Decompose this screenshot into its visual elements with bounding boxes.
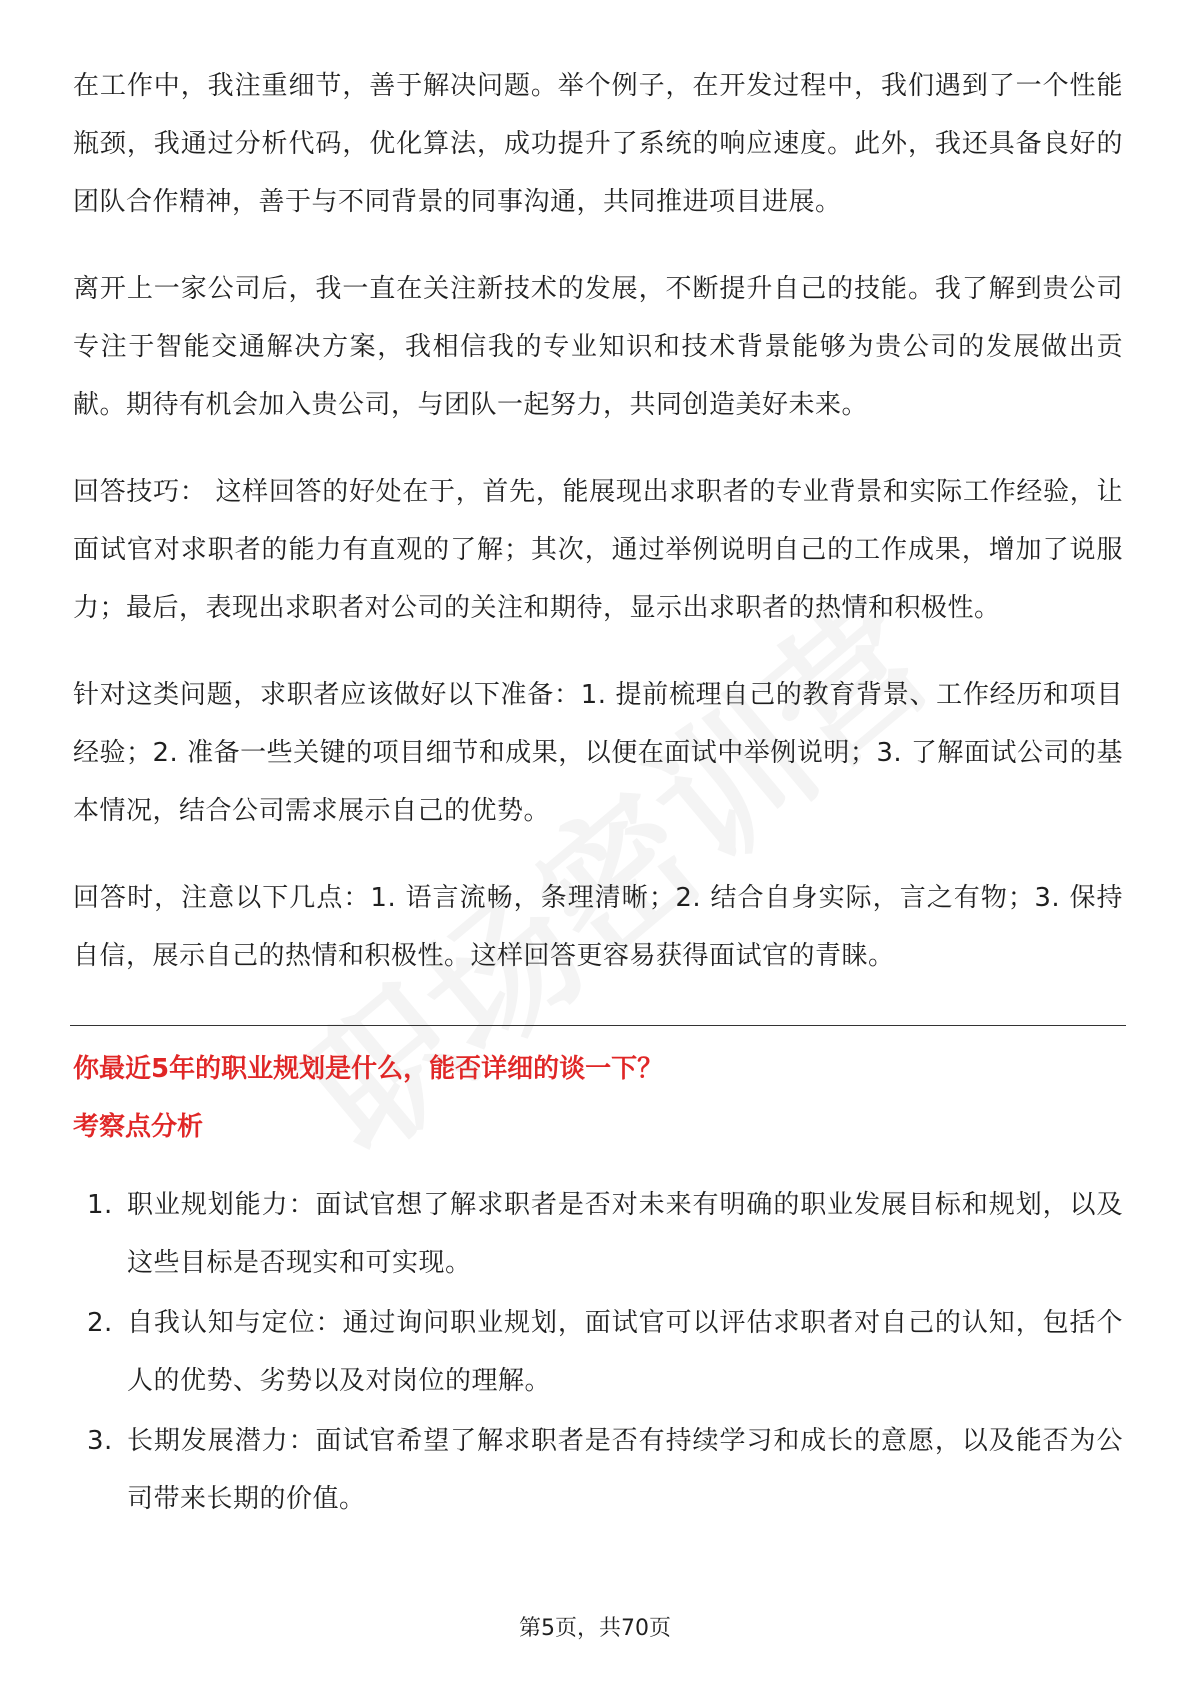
list-item	[73, 1294, 1123, 1410]
analysis-heading: 考察点分析	[73, 1112, 204, 1142]
interview-question: 你最近5年的职业规划是什么，能否详细的谈一下？	[73, 1054, 664, 1084]
list-item	[73, 1176, 1123, 1292]
list-item-text: 自我认知与定位：通过询问职业规划，面试官可以评估求职者对自己的认知，包括个人的优势、劣势以及对岗位的理解。	[127, 1308, 1123, 1396]
list-item	[73, 1412, 1123, 1528]
answer-tips-paragraph: 回答技巧： 这样回答的好处在于，首先，能展现出求职者的专业背景和实际工作经验，让面试官对求职者的能力有直观的了解；其次，通过举例说明自己的工作成果，增加了说服力；最后，表现出求职者对公司的关注和期待，显示出求职者的热情和积极性。	[73, 477, 1123, 623]
list-item-number: 1.	[87, 1190, 113, 1220]
section-divider	[70, 1025, 1126, 1026]
list-item-text: 职业规划能力：面试官想了解求职者是否对未来有明确的职业发展目标和规划，以及这些目标是否现实和可实现。	[127, 1190, 1123, 1278]
answer-notes-paragraph: 回答时，注意以下几点：1. 语言流畅，条理清晰；2. 结合自身实际，言之有物；3. 保持自信，展示自己的热情和积极性。这样回答更容易获得面试官的青睐。	[73, 883, 1123, 971]
body-paragraph-1: 在工作中，我注重细节，善于解决问题。举个例子，在开发过程中，我们遇到了一个性能瓶颈，我通过分析代码，优化算法，成功提升了系统的响应速度。此外，我还具备良好的团队合作精神，善于与不同背景的同事沟通，共同推进项目进展。	[73, 71, 1123, 217]
list-item-number: 3.	[87, 1426, 113, 1456]
preparation-paragraph: 针对这类问题，求职者应该做好以下准备：1. 提前梳理自己的教育背景、工作经历和项目经验；2. 准备一些关键的项目细节和成果，以便在面试中举例说明；3. 了解面试公司的基本情况，结合公司需求展示自己的优势。	[73, 680, 1123, 826]
page-content	[73, 57, 1123, 1530]
analysis-list	[73, 1176, 1123, 1528]
list-item-number: 2.	[87, 1308, 113, 1338]
body-paragraph-2: 离开上一家公司后，我一直在关注新技术的发展，不断提升自己的技能。我了解到贵公司专注于智能交通解决方案，我相信我的专业知识和技术背景能够为贵公司的发展做出贡献。期待有机会加入贵公司，与团队一起努力，共同创造美好未来。	[73, 274, 1123, 420]
page-number-footer: 第5页，共70页	[519, 1616, 671, 1641]
list-item-text: 长期发展潜力：面试官希望了解求职者是否有持续学习和成长的意愿，以及能否为公司带来长期的价值。	[127, 1426, 1123, 1514]
